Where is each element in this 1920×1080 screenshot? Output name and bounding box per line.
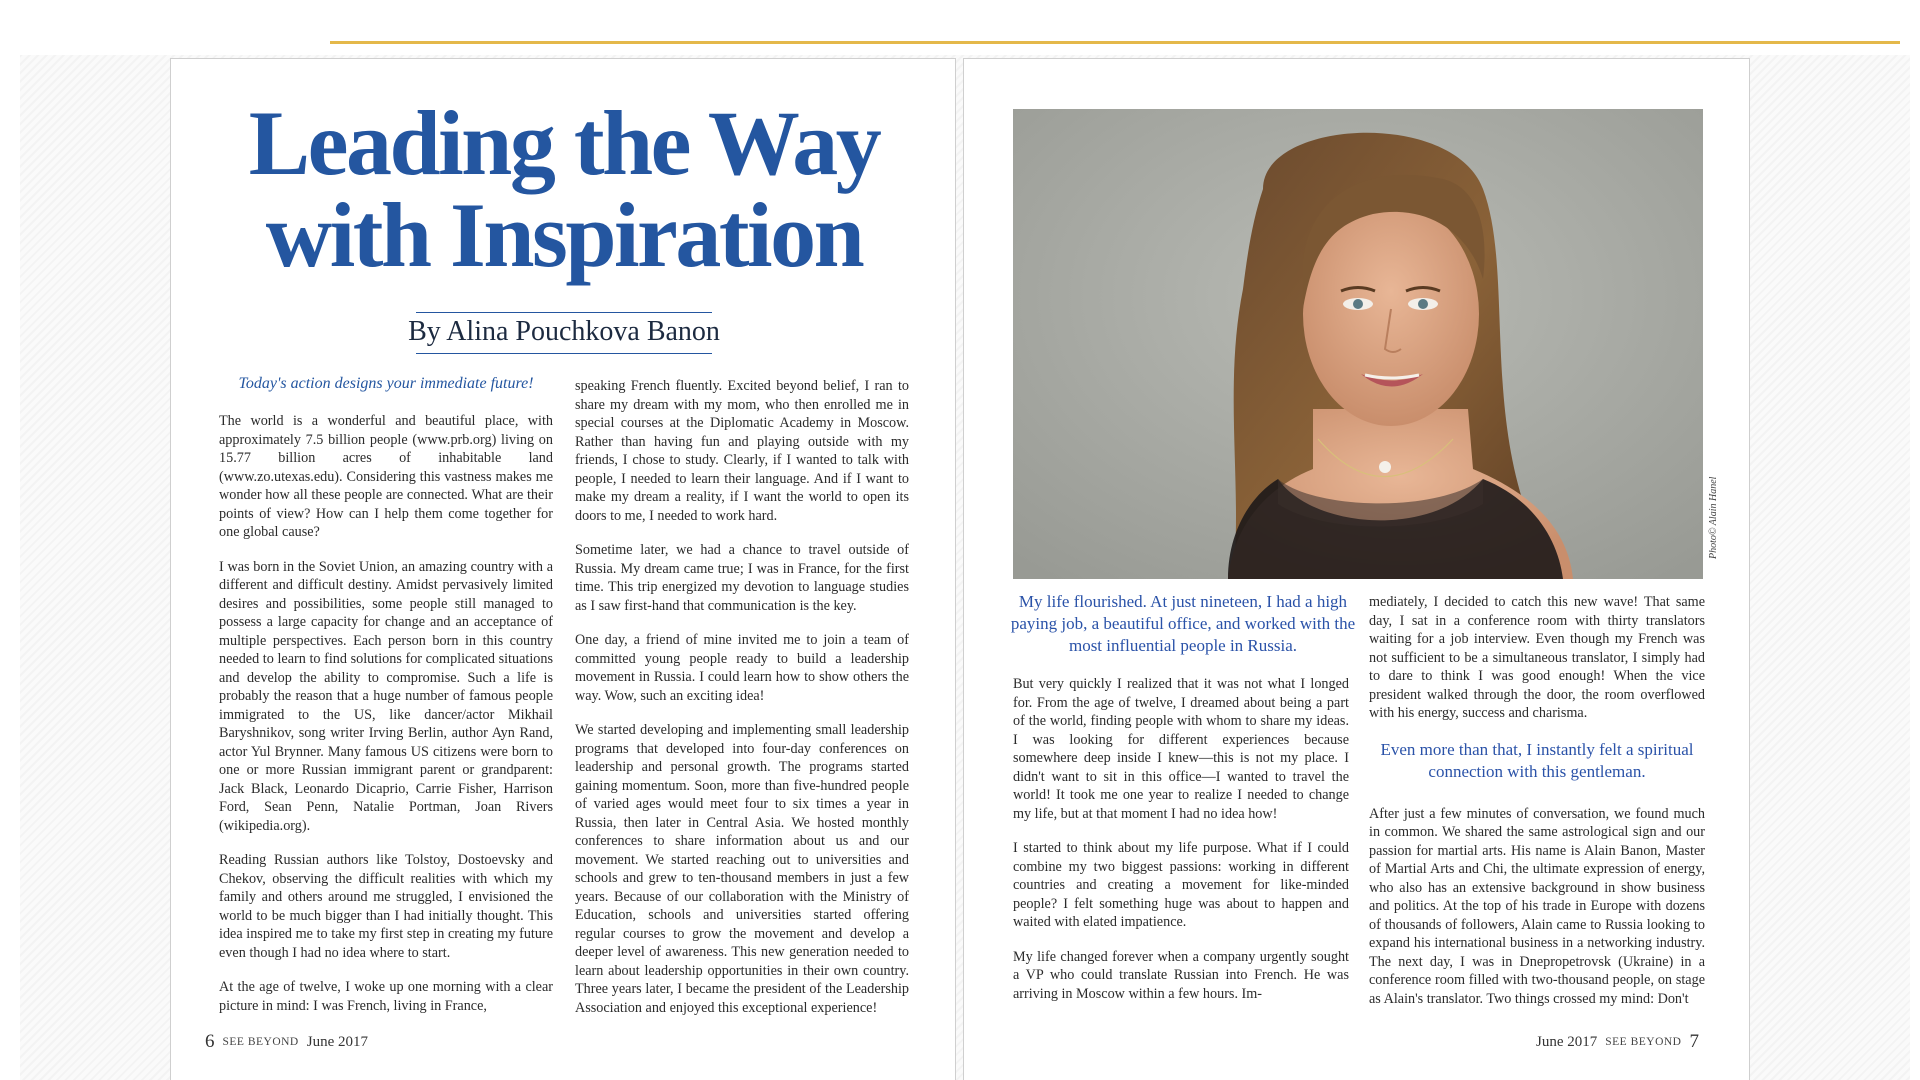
pull-quote-1: My life flourished. At just nineteen, I had a high paying job, a beautiful office, and worked with the most influential people in Russia. — [1010, 592, 1356, 655]
issue-date: June 2017 — [1536, 1033, 1598, 1050]
text-column-3 — [1013, 675, 1349, 1019]
issue-date: June 2017 — [306, 1033, 368, 1050]
title-line-1: Leading the Way — [248, 92, 880, 194]
byline-rule-bottom — [416, 353, 712, 354]
photo-credit: Photo© Alain Hanel — [1708, 476, 1719, 559]
byline-rule-top — [416, 312, 712, 313]
paragraph: But very quickly I realized that it was not what I longed for. From the age of twelve, I dreamed about being a part of the world, finding people with whom to share my ideas. I was looking for different experiences because somewhere deep inside I knew—this is not my place. I didn't want to sit in this office—I wanted to travel the world! It took me one year to realize I needed to change my life, but at that moment I had no idea how! — [1013, 676, 1349, 822]
portrait-illustration — [1013, 109, 1703, 579]
magazine-logo: SEE BEYOND — [1605, 1036, 1682, 1048]
folio-right — [1536, 1031, 1699, 1053]
paragraph: speaking French fluently. Excited beyond belief, I ran to share my dream with my mom, who then enrolled me in special courses at the Diplomatic Academy in Moscow. Rather than having fun and playing outside with my friends, I chose to study. Clearly, if I wanted to talk with people, I needed to learn their language. And if I want to make my dream a reality, if I want the world to open its doors to me, I needed to work hard. — [575, 378, 909, 524]
paragraph: I started to think about my life purpose. What if I could combine my two biggest passions: working in different countries and creating a movement for like-minded people? I felt something huge was about to happen and waited with elated impatience. — [1013, 840, 1349, 930]
article-title — [171, 92, 957, 286]
paragraph: Reading Russian authors like Tolstoy, Dostoevsky and Chekov, observing the difficult realities with which my family and others around me struggled, I envisioned the world to be much bigger than I had initially thought. This idea inspired me to take my first step in creating my future even though I had no idea where to start. — [219, 852, 553, 961]
text-column-2 — [575, 377, 909, 1033]
page-number: 7 — [1689, 1031, 1699, 1052]
paragraph: Sometime later, we had a chance to travel outside of Russia. My dream came true; I was in France, for the first time. This trip energized my devotion to language studies as I saw first-hand that communication is the key. — [575, 542, 909, 614]
paragraph: One day, a friend of mine invited me to join a team of committed young people ready to build a leadership movement in Russia. I could learn how to show others the way. Wow, such an exciting idea! — [575, 632, 909, 704]
paragraph: We started developing and implementing small leadership programs that developed into four-day conferences on leadership and personal growth. The programs started gaining momentum. Soon, more than five-hundred people of varied ages would meet four to six times a year in Russia, then later in Central Asia. We hosted monthly conferences to share information about us and our movement. We started reaching out to universities and schools and grew to ten-thousand members in just a few years. Because of our collaboration with the Ministry of Education, schools and universities started offering regular courses to grow the movement and develop a deeper level of awareness. This new generation needed to learn about leadership opportunities in their own country. Three years later, I became the president of the Leadership Association and enjoyed this exceptional experience! — [575, 722, 909, 1016]
paragraph: I was born in the Soviet Union, an amazing country with a different and difficult destiny. Amidst pervasively limited desires and possibilities, some people still managed to possess a large capacity for change and an acceptance of multiple perspectives. Each person born in this country needed to learn to find solutions for complicated situations and develop the ability to compromise. Such a life is probably the reason that a huge number of famous people immigrated to the US, like dancer/actor Mikhail Baryshnikov, song writer Irving Berlin, author Ayn Rand, actor Yul Brynner. Many famous US citizens were born to one or more Russian immigrant parent or grandparent: Jack Black, Leonardo Dicaprio, Carrie Fisher, Harrison Ford, Sean Penn, Natalie Portman, Joan Rivers (wikipedia.org). — [219, 558, 553, 834]
text-column-4 — [1369, 593, 1705, 1024]
text-column-1 — [219, 374, 553, 1031]
magazine-logo: SEE BEYOND — [222, 1036, 299, 1048]
tagline: Today's action designs your immediate future! — [238, 375, 534, 392]
pull-quote-2: Even more than that, I instantly felt a spiritual connection with this gentleman. — [1380, 739, 1694, 781]
portrait-photo — [1013, 109, 1703, 579]
byline: By Alina Pouchkova Banon — [408, 316, 720, 347]
folio-left — [205, 1031, 368, 1053]
gold-top-rule — [330, 41, 1900, 44]
magazine-page-right — [963, 58, 1750, 1080]
paragraph: The world is a wonderful and beautiful place, with approximately 7.5 billion people (www.prb.org) living on 15.77 billion acres of inhabitable land (www.zo.utexas.edu). Considering this vastness makes me wonder how all these people are connected. What are their points of view? How can I help them come together for one global cause? — [219, 413, 553, 540]
paragraph: After just a few minutes of conversation, we found much in common. We shared the same astrological sign and our passion for martial arts. His name is Alain Banon, Master of Martial Arts and Chi, the ultimate expression of energy, who also has an extensive background in show business and politics. At the top of his trade in Europe with dozens of thousands of followers, Alain came to Russia looking to expand his international business in a networking industry. The next day, I was in Dnepropetrovsk (Ukraine) in a conference room filled with two-thousand people, on stage as Alain's translator. Two things crossed my mind: Don't — [1369, 805, 1705, 1007]
title-line-2: with Inspiration — [265, 184, 863, 286]
paragraph: My life changed forever when a company urgently sought a VP who could translate Russian into French. He was arriving in Moscow within a few hours. Im- — [1013, 948, 1349, 1002]
page-number: 6 — [205, 1031, 215, 1052]
paragraph: At the age of twelve, I woke up one morning with a clear picture in mind: I was French, living in France, — [219, 979, 553, 1014]
magazine-page-left — [170, 58, 956, 1080]
paragraph: mediately, I decided to catch this new wave! That same day, I sat in a conference room with thirty translators waiting for a job interview. Even though my French was not sufficient to be a simultaneous translator, I simply had to dare to think I was good enough! When the vice president walked through the door, the room overflowed with his energy, success and charisma. — [1369, 594, 1705, 721]
